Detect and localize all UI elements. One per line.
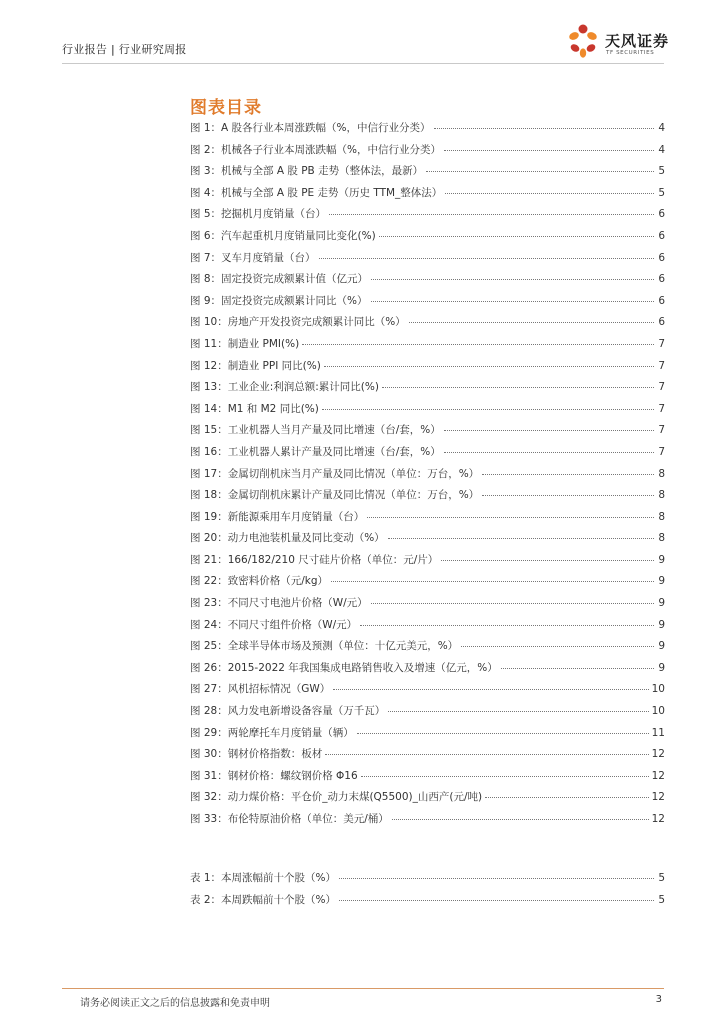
toc-entry-label[interactable]: 图 5：挖掘机月度销量（台） bbox=[190, 208, 327, 221]
toc-figure-entry[interactable] bbox=[190, 228, 665, 250]
toc-dot-leader bbox=[333, 688, 648, 690]
toc-figure-entry[interactable] bbox=[190, 271, 665, 293]
toc-dot-leader bbox=[441, 559, 654, 561]
toc-figure-entry[interactable] bbox=[190, 638, 665, 660]
toc-entry-label[interactable]: 图 16：工业机器人累计产量及同比增速（台/套，%） bbox=[190, 445, 441, 458]
toc-dot-leader bbox=[360, 624, 654, 626]
toc-dot-leader bbox=[409, 321, 654, 323]
toc-entry-label[interactable]: 图 8：固定投资完成额累计值（亿元） bbox=[190, 273, 369, 286]
toc-entry-label[interactable]: 图 27：风机招标情况（GW） bbox=[190, 683, 331, 696]
report-section-label: 行业报告 | 行业研究周报 bbox=[62, 43, 187, 56]
toc-figure-entry[interactable] bbox=[190, 185, 665, 207]
toc-table-entry[interactable] bbox=[190, 892, 665, 914]
toc-figure-entry[interactable] bbox=[190, 768, 665, 790]
toc-entry-page[interactable]: 7 bbox=[658, 445, 665, 458]
toc-dot-leader bbox=[485, 796, 649, 798]
toc-entry-page[interactable]: 8 bbox=[658, 532, 665, 545]
toc-entry-label[interactable]: 图 15：工业机器人当月产量及同比增速（台/套，%） bbox=[190, 424, 441, 437]
toc-dot-leader bbox=[324, 365, 654, 367]
toc-dot-leader bbox=[302, 343, 654, 345]
toc-entry-page[interactable]: 6 bbox=[658, 273, 665, 286]
toc-entry-page[interactable]: 12 bbox=[651, 813, 665, 825]
toc-figure-entry[interactable] bbox=[190, 487, 665, 509]
toc-figure-entry[interactable] bbox=[190, 811, 665, 833]
toc-entry-page[interactable]: 7 bbox=[658, 337, 665, 350]
toc-entry-page[interactable]: 9 bbox=[658, 618, 665, 631]
toc-entry-label[interactable]: 图 2：机械各子行业本周涨跌幅（%，中信行业分类） bbox=[190, 143, 441, 156]
toc-entry-page[interactable]: 6 bbox=[658, 208, 665, 221]
toc-dot-leader bbox=[361, 775, 649, 777]
toc-dot-leader bbox=[444, 451, 654, 453]
toc-entry-label[interactable]: 图 14：M1 和 M2 同比(%) bbox=[190, 402, 319, 415]
toc-entry-label[interactable]: 图 30：钢材价格指数：板材 bbox=[190, 748, 323, 761]
toc-dot-leader bbox=[329, 213, 654, 215]
toc-entry-page[interactable]: 7 bbox=[658, 424, 665, 437]
toc-entry-page[interactable]: 9 bbox=[658, 553, 665, 566]
toc-entry-label[interactable]: 图 6：汽车起重机月度销量同比变化(%) bbox=[190, 229, 376, 242]
toc-entry-label[interactable]: 图 7：叉车月度销量（台） bbox=[190, 251, 316, 264]
toc-entry-label[interactable]: 图 25：全球半导体市场及预测（单位：十亿元美元，%） bbox=[190, 640, 459, 653]
toc-dot-leader bbox=[371, 602, 654, 604]
toc-figure-entry[interactable] bbox=[190, 358, 665, 380]
toc-entry-label[interactable]: 图 33：布伦特原油价格（单位：美元/桶） bbox=[190, 813, 389, 825]
toc-entry-label[interactable]: 图 20：动力电池装机量及同比变动（%） bbox=[190, 532, 385, 545]
toc-dot-leader bbox=[482, 494, 654, 496]
toc-entry-page[interactable]: 7 bbox=[658, 359, 665, 372]
toc-entry-label[interactable]: 图 21：166/182/210 尺寸硅片价格（单位：元/片） bbox=[190, 553, 439, 566]
toc-entry-page[interactable]: 9 bbox=[658, 640, 665, 653]
toc-dot-leader bbox=[379, 235, 654, 237]
toc-figure-entry[interactable] bbox=[190, 314, 665, 336]
toc-entry-page[interactable]: 9 bbox=[658, 597, 665, 610]
toc-dot-leader bbox=[392, 818, 649, 820]
toc-entry-page[interactable]: 6 bbox=[658, 251, 665, 264]
toc-entry-label[interactable]: 图 9：固定投资完成额累计同比（%） bbox=[190, 294, 368, 307]
toc-entry-page[interactable]: 11 bbox=[651, 726, 665, 739]
footer-divider bbox=[62, 988, 664, 989]
toc-entry-label[interactable]: 图 11：制造业 PMI(%) bbox=[190, 337, 300, 350]
toc-entry-label[interactable]: 图 3：机械与全部 A 股 PB 走势（整体法，最新） bbox=[190, 165, 424, 178]
toc-entry-label[interactable]: 图 17：金属切削机床当月产量及同比情况（单位：万台，%） bbox=[190, 467, 480, 480]
toc-dot-leader bbox=[339, 877, 654, 879]
logo-text-cn: 天风证券 bbox=[605, 32, 670, 50]
toc-dot-leader bbox=[434, 127, 654, 129]
toc-figure-entry[interactable] bbox=[190, 422, 665, 444]
toc-figure-entry[interactable] bbox=[190, 660, 665, 682]
logo-text-en: TF SECURITIES bbox=[606, 50, 655, 56]
toc-dot-leader bbox=[501, 667, 654, 669]
toc-entry-page[interactable]: 7 bbox=[658, 381, 665, 394]
toc-entry-page[interactable]: 4 bbox=[658, 122, 665, 134]
toc-dot-leader bbox=[331, 580, 654, 582]
toc-entry-page[interactable]: 12 bbox=[651, 748, 665, 761]
toc-dot-leader bbox=[426, 170, 654, 172]
toc-entry-page[interactable]: 5 bbox=[658, 872, 665, 884]
toc-entry-label[interactable]: 图 31：钢材价格：螺纹钢价格 Φ16 bbox=[190, 769, 358, 782]
toc-dot-leader bbox=[319, 257, 654, 259]
toc-dot-leader bbox=[388, 710, 648, 712]
toc-dot-leader bbox=[445, 192, 654, 194]
toc-entry-label[interactable]: 图 28：风力发电新增设备容量（万千瓦） bbox=[190, 705, 386, 718]
toc-dot-leader bbox=[444, 149, 654, 151]
toc-entry-label[interactable]: 表 1：本周涨幅前十个股（%） bbox=[190, 872, 336, 884]
toc-figure-entry[interactable] bbox=[190, 725, 665, 747]
toc-entry-label[interactable]: 图 4：机械与全部 A 股 PE 走势（历史 TTM_整体法） bbox=[190, 186, 443, 199]
toc-figure-entry[interactable] bbox=[190, 573, 665, 595]
toc-dot-leader bbox=[367, 516, 654, 518]
toc-entry-page[interactable]: 10 bbox=[651, 683, 665, 696]
toc-figure-entry[interactable] bbox=[190, 120, 665, 142]
toc-entry-page[interactable]: 9 bbox=[658, 575, 665, 588]
toc-entry-page[interactable]: 5 bbox=[658, 893, 665, 906]
toc-entry-page[interactable]: 12 bbox=[651, 769, 665, 782]
toc-table-entry[interactable] bbox=[190, 870, 665, 892]
toc-figure-entry[interactable] bbox=[190, 789, 665, 811]
toc-entry-page[interactable]: 8 bbox=[658, 489, 665, 502]
toc-entry-page[interactable]: 9 bbox=[658, 661, 665, 674]
toc-entry-page[interactable]: 8 bbox=[658, 510, 665, 523]
toc-entry-label[interactable]: 图 19：新能源乘用车月度销量（台） bbox=[190, 510, 365, 523]
toc-figure-entry[interactable] bbox=[190, 509, 665, 531]
toc-figure-entry[interactable] bbox=[190, 293, 665, 315]
header-divider bbox=[62, 63, 664, 64]
toc-entry-label[interactable]: 图 12：制造业 PPI 同比(%) bbox=[190, 359, 321, 372]
toc-entry-label[interactable]: 图 18：金属切削机床累计产量及同比情况（单位：万台，%） bbox=[190, 489, 480, 502]
footer-disclaimer: 请务必阅读正文之后的信息披露和免责申明 bbox=[80, 998, 270, 1009]
toc-entry-page[interactable]: 12 bbox=[651, 791, 665, 804]
toc-dot-leader bbox=[371, 278, 654, 280]
toc-entry-label[interactable]: 表 2：本周跌幅前十个股（%） bbox=[190, 893, 336, 906]
toc-entry-page[interactable]: 10 bbox=[651, 705, 665, 718]
toc-dot-leader bbox=[371, 300, 655, 302]
toc-entry-page[interactable]: 6 bbox=[658, 294, 665, 307]
toc-figure-entry[interactable] bbox=[190, 444, 665, 466]
toc-entry-page[interactable]: 6 bbox=[658, 229, 665, 242]
toc-figure-entry[interactable] bbox=[190, 595, 665, 617]
toc-entry-label[interactable]: 图 13：工业企业:利润总额:累计同比(%) bbox=[190, 381, 379, 394]
toc-figure-entry[interactable] bbox=[190, 401, 665, 423]
toc-figure-entry[interactable] bbox=[190, 681, 665, 703]
toc-figure-entry[interactable] bbox=[190, 552, 665, 574]
toc-entry-page[interactable]: 6 bbox=[658, 316, 665, 329]
toc-entry-label[interactable]: 图 24：不同尺寸组件价格（W/元） bbox=[190, 618, 358, 631]
toc-dot-leader bbox=[339, 899, 654, 901]
toc-entry-label[interactable]: 图 1：A 股各行业本周涨跌幅（%，中信行业分类） bbox=[190, 122, 431, 134]
toc-dot-leader bbox=[357, 732, 649, 734]
toc-entry-page[interactable]: 5 bbox=[658, 165, 665, 178]
toc-entry-label[interactable]: 图 22：致密料价格（元/kg） bbox=[190, 575, 328, 588]
toc-dot-leader bbox=[388, 537, 654, 539]
toc-figure-entry[interactable] bbox=[190, 379, 665, 401]
toc-dot-leader bbox=[322, 408, 654, 410]
toc-figure-entry[interactable] bbox=[190, 703, 665, 725]
toc-entry-label[interactable]: 图 23：不同尺寸电池片价格（W/元） bbox=[190, 597, 368, 610]
toc-dot-leader bbox=[325, 753, 648, 755]
toc-figure-entry[interactable] bbox=[190, 746, 665, 768]
toc-entry-label[interactable]: 图 26：2015-2022 年我国集成电路销售收入及增速（亿元，%） bbox=[190, 661, 498, 674]
toc-figure-entry[interactable] bbox=[190, 206, 665, 228]
figure-list bbox=[190, 120, 665, 833]
toc-figure-entry[interactable] bbox=[190, 530, 665, 552]
toc-figure-entry[interactable] bbox=[190, 250, 665, 272]
tf-securities-logo-icon bbox=[566, 22, 600, 60]
toc-figure-entry[interactable] bbox=[190, 163, 665, 185]
toc-entry-label[interactable]: 图 29：两轮摩托车月度销量（辆） bbox=[190, 726, 354, 739]
toc-figure-entry[interactable] bbox=[190, 142, 665, 164]
toc-title: 图表目录 bbox=[190, 98, 262, 118]
toc-entry-page[interactable]: 4 bbox=[658, 143, 665, 156]
toc-entry-page[interactable]: 5 bbox=[658, 186, 665, 199]
toc-figure-entry[interactable] bbox=[190, 466, 665, 488]
toc-entry-label[interactable]: 图 32：动力煤价格：平仓价_动力末煤(Q5500)_山西产(元/吨) bbox=[190, 791, 483, 804]
toc-figure-entry[interactable] bbox=[190, 336, 665, 358]
toc-dot-leader bbox=[482, 473, 654, 475]
table-list bbox=[190, 870, 665, 913]
toc-entry-page[interactable]: 8 bbox=[658, 467, 665, 480]
toc-dot-leader bbox=[382, 386, 654, 388]
toc-entry-label[interactable]: 图 10：房地产开发投资完成额累计同比（%） bbox=[190, 316, 406, 329]
company-logo bbox=[566, 22, 676, 62]
page-number: 3 bbox=[655, 994, 662, 1005]
toc-dot-leader bbox=[444, 429, 654, 431]
toc-dot-leader bbox=[461, 645, 654, 647]
toc-entry-page[interactable]: 7 bbox=[658, 402, 665, 415]
toc-figure-entry[interactable] bbox=[190, 617, 665, 639]
